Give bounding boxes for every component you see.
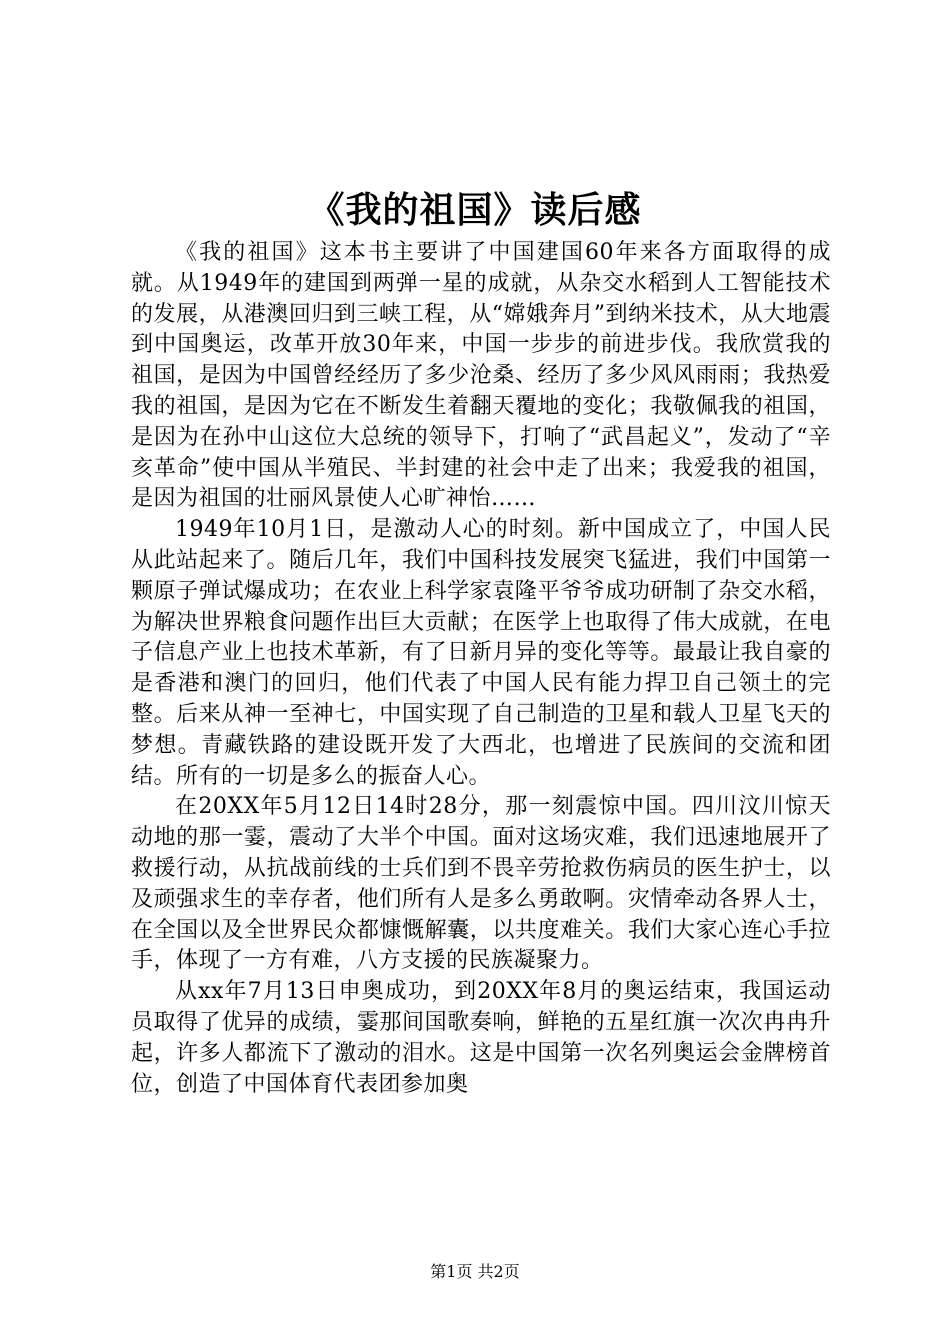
paragraph-4: 从xx年7月13日申奥成功，到20XX年8月的奥运结束，我国运动员取得了优异的成绩，霎那间国歌奏响，鲜艳的五星红旗一次次冉冉升起，许多人都流下了激动的泪水。这是中国第一次名列奥运会金牌榜首位，创造了中国体育代表团参加奥	[131, 979, 831, 1097]
page-number-footer: 第1页 共2页	[430, 1262, 520, 1281]
paragraph-1: 《我的祖国》这本书主要讲了中国建国60年来各方面取得的成就。从1949年的建国到两弹一星的成就，从杂交水稻到人工智能技术的发展，从港澳回归到三峡工程，从“嫦娥奔月”到纳米技术，从大地震到中国奥运，改革开放30年来，中国一步步的前进步伐。我欣赏我的祖国，是因为中国曾经经历了多少沧桑、经历了多少风风雨雨；我热爱我的祖国，是因为它在不断发生着翻天覆地的变化；我敬佩我的祖国，是因为在孙中山这位大总统的领导下，打响了“武昌起义”，发动了“辛亥革命”使中国从半殖民、半封建的社会中走了出来；我爱我的祖国，是因为祖国的壮丽风景使人心旷神怡……	[131, 240, 831, 512]
paragraph-2: 1949年10月1日，是激动人心的时刻。新中国成立了，中国人民从此站起来了。随后几年，我们中国科技发展突飞猛进，我们中国第一颗原子弹试爆成功；在农业上科学家袁隆平爷爷成功研制了杂交水稻，为解决世界粮食问题作出巨大贡献；在医学上也取得了伟大成就，在电子信息产业上也技术革新，有了日新月异的变化等等。最最让我自豪的是香港和澳门的回归，他们代表了中国人民有能力捍卫自己领土的完整。后来从神一至神七，中国实现了自己制造的卫星和载人卫星飞天的梦想。青藏铁路的建设既开发了大西北，也增进了民族间的交流和团结。所有的一切是多么的振奋人心。	[131, 517, 831, 789]
document-body	[131, 238, 831, 1100]
paragraph-3: 在20XX年5月12日14时28分，那一刻震惊中国。四川汶川惊天动地的那一霎，震动了大半个中国。面对这场灾难，我们迅速地展开了救援行动，从抗战前线的士兵们到不畏辛劳抢救伤病员的医生护士，以及顽强求生的幸存者，他们所有人是多么勇敢啊。灾情牵动各界人士，在全国以及全世界民众都慷慨解囊，以共度难关。我们大家心连心手拉手，体现了一方有难，八方支援的民族凝聚力。	[131, 794, 831, 974]
document-title: 《我的祖国》读后感	[308, 189, 642, 231]
